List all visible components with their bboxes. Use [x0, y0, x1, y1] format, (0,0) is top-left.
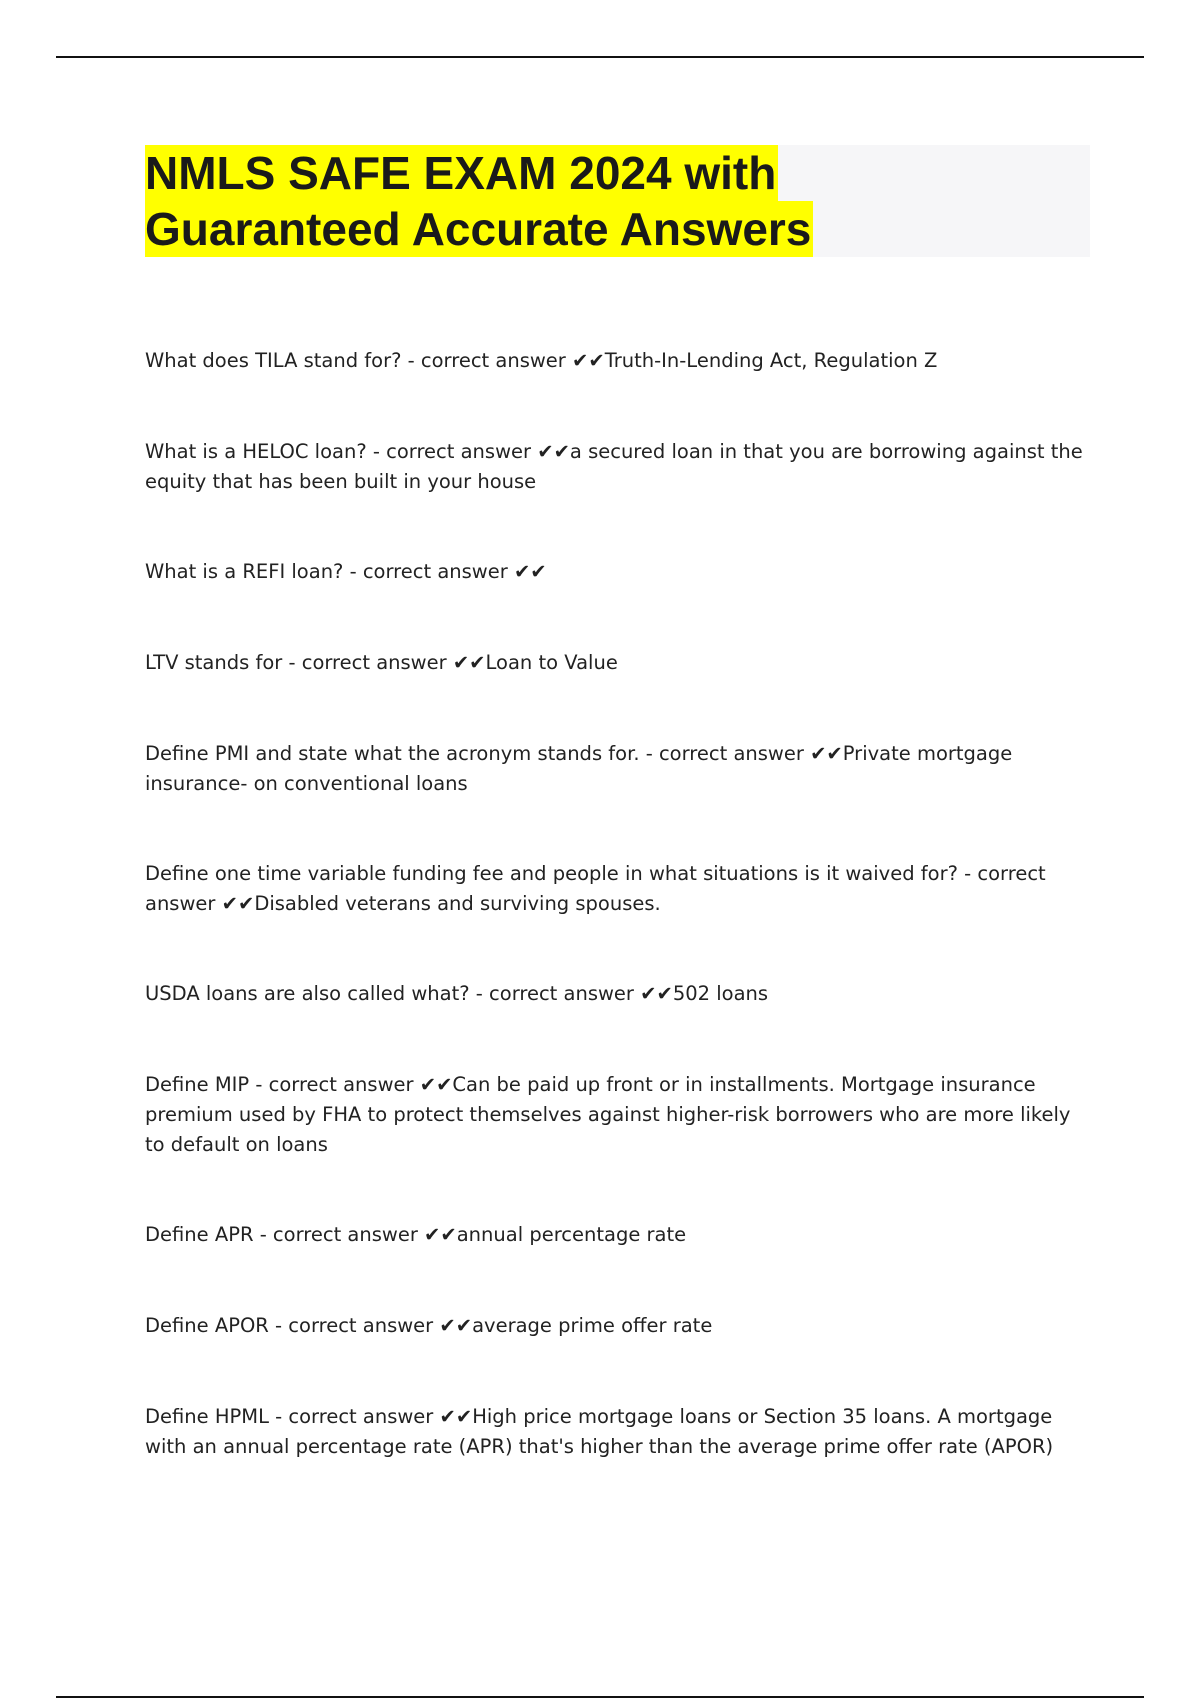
qa-item — [145, 648, 1090, 678]
answer-separator: - correct answer — [282, 651, 453, 674]
answer-separator: - correct answer — [469, 982, 641, 1005]
double-check-icon: ✔✔ — [537, 440, 570, 463]
question-text: What is a HELOC loan? — [145, 440, 367, 463]
answer-separator: - correct answer — [343, 560, 514, 583]
question-text: LTV stands for — [145, 651, 283, 674]
qa-item — [145, 1402, 1090, 1462]
question-text: Define APR — [145, 1223, 254, 1246]
answer-text: Can be paid up front or in installments. Mortgage insurance premium used by FHA to protect themselves against higher-risk borrowers who are more likely to default on loans — [145, 1073, 1071, 1156]
double-check-icon: ✔✔ — [810, 742, 843, 765]
question-text: What is a REFI loan? — [145, 560, 344, 583]
double-check-icon: ✔✔ — [452, 651, 486, 674]
double-check-icon: ✔✔ — [572, 349, 605, 372]
question-text: Define one time variable funding fee and people in what situations is it waived for? — [145, 862, 958, 885]
question-text: Define PMI and state what the acronym stands for. — [145, 742, 640, 765]
bottom-divider — [56, 1696, 1144, 1698]
answer-text: 502 loans — [672, 982, 769, 1005]
question-text: What does TILA stand for? — [145, 349, 402, 372]
double-check-icon: ✔✔ — [640, 982, 673, 1005]
question-text: USDA loans are also called what? — [145, 982, 470, 1005]
double-check-icon: ✔✔ — [439, 1314, 473, 1337]
answer-text: average prime offer rate — [472, 1314, 713, 1337]
answer-text: annual percentage rate — [456, 1223, 687, 1246]
double-check-icon: ✔✔ — [221, 892, 255, 915]
answer-separator: - correct answer — [268, 1314, 440, 1337]
answer-separator: - correct answer — [639, 742, 811, 765]
title-line-2: Guaranteed Accurate Answers — [145, 203, 812, 255]
answer-text: Disabled veterans and surviving spouses. — [254, 892, 661, 915]
question-text: Define APOR — [145, 1314, 269, 1337]
qa-item — [145, 1070, 1090, 1160]
qa-item — [145, 557, 1090, 587]
qa-item — [145, 346, 1090, 376]
answer-text: Loan to Value — [485, 651, 618, 674]
title-block — [145, 145, 1090, 257]
answer-separator: - correct answer — [366, 440, 538, 463]
answer-separator: - correct answer — [249, 1073, 420, 1096]
answer-text: Truth-In-Lending Act, Regulation Z — [604, 349, 938, 372]
answer-text: Private mortgage insurance- on conventional loans — [145, 742, 1013, 795]
double-check-icon: ✔✔ — [439, 1405, 473, 1428]
question-text: Define MIP — [145, 1073, 250, 1096]
qa-list — [145, 346, 1090, 1522]
answer-text: a secured loan in that you are borrowing against the equity that has been built in your house — [145, 440, 1083, 493]
qa-item — [145, 859, 1090, 919]
answer-separator: - correct answer — [401, 349, 573, 372]
document-title — [145, 145, 1090, 257]
qa-item — [145, 979, 1090, 1009]
top-divider — [56, 56, 1144, 58]
double-check-icon: ✔✔ — [424, 1223, 457, 1246]
qa-item — [145, 1220, 1090, 1250]
qa-item — [145, 1311, 1090, 1341]
double-check-icon: ✔✔ — [419, 1073, 453, 1096]
answer-separator: - correct answer — [145, 862, 1046, 915]
double-check-icon: ✔✔ — [513, 560, 547, 583]
qa-item — [145, 739, 1090, 799]
answer-text: High price mortgage loans or Section 35 loans. A mortgage with an annual percentage rate (APR) that's higher than the average prime offer rate (APOR) — [145, 1405, 1054, 1458]
answer-separator: - correct answer — [268, 1405, 440, 1428]
qa-item — [145, 437, 1090, 497]
title-line-1: NMLS SAFE EXAM 2024 with — [145, 147, 777, 199]
question-text: Define HPML — [145, 1405, 269, 1428]
answer-separator: - correct answer — [253, 1223, 425, 1246]
